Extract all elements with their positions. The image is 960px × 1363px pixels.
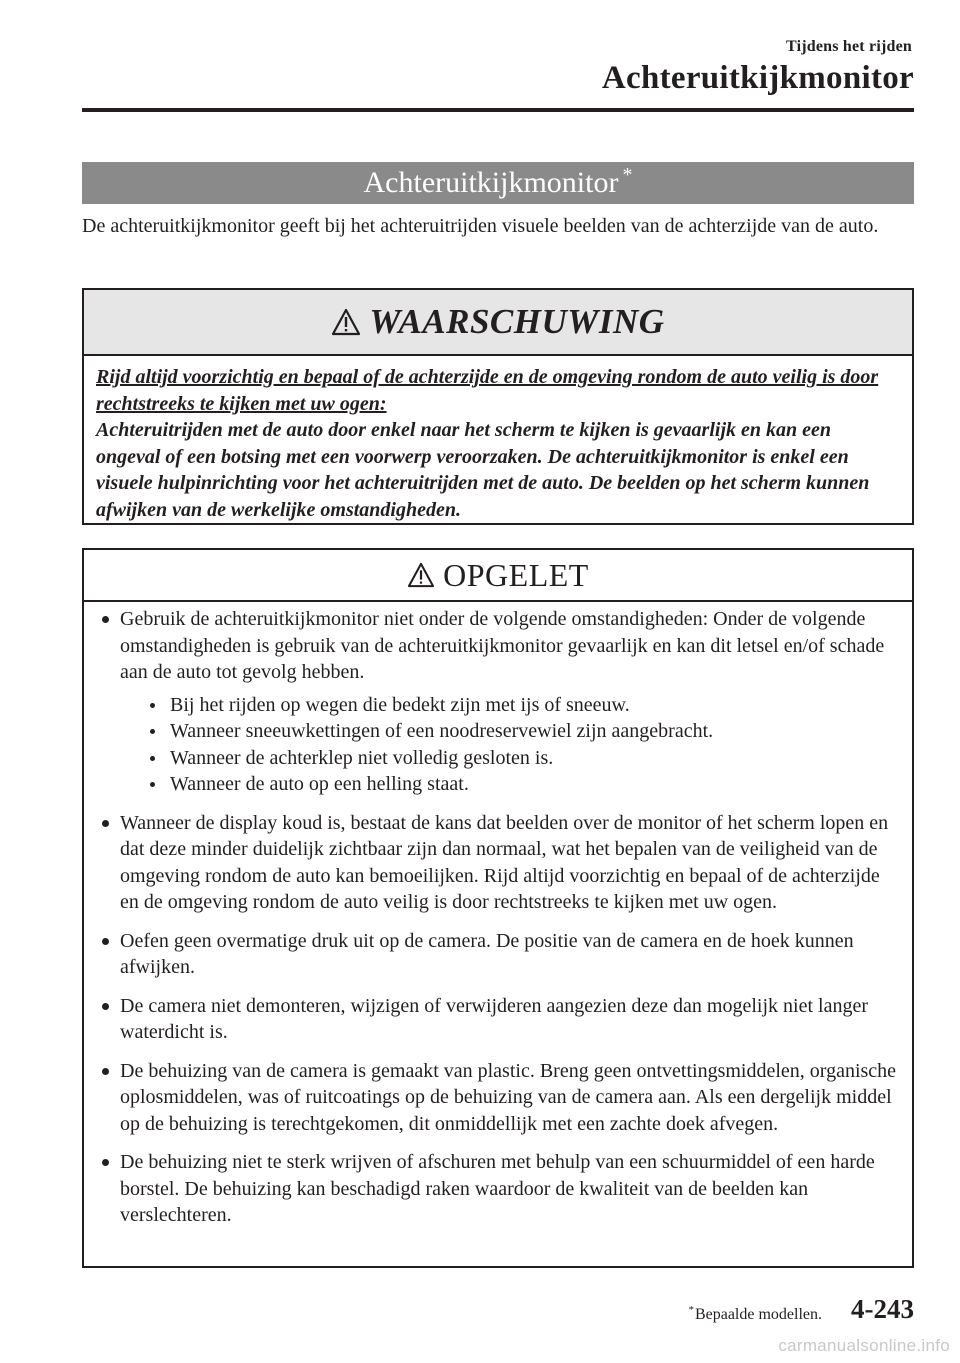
- warning-triangle-icon: [331, 308, 361, 336]
- caution-subitem: [144, 692, 900, 719]
- warning-box: [82, 288, 914, 525]
- warning-text: Achteruitrijden met de auto door enkel naar het scherm te kijken is gevaarlijk en kan een ongeval of een botsing met een voorwerp veroorzaken. De achteruitkijkmonitor is enkel een visuele hulpinrichting voor het achteruitrijden met de auto. De beelden op het scherm kunnen afwijken van de werkelijke omstandigheden.: [96, 419, 870, 521]
- caution-item-text: De behuizing niet te sterk wrijven of afschuren met behulp van een schuurmiddel of een harde borstel. De behuizing kan beschadigd raken waardoor de kwaliteit van de beelden kan verslechteren.: [120, 1151, 875, 1226]
- bullet-icon: [150, 703, 155, 708]
- caution-box: [82, 548, 914, 1268]
- bullet-icon: [150, 729, 155, 734]
- bullet-icon: [150, 756, 155, 761]
- caution-item: [96, 606, 900, 798]
- caution-item-text: De behuizing van de camera is gemaakt van plastic. Breng geen ontvettingsmiddelen, organische oplosmiddelen, was of ruitcoatings op de behuizing van de camera aan. Als een dergelijk middel op de behuizing is terechtgekomen, dit onmiddellijk met een zachte doek afvegen.: [120, 1059, 897, 1135]
- caution-subitem: [144, 745, 900, 772]
- footer-note-text: Bepaalde modellen.: [694, 1306, 822, 1323]
- warning-title: WAARSCHUWING: [369, 302, 665, 341]
- caution-item: [96, 810, 900, 916]
- header-rule: [82, 108, 914, 112]
- caution-item-text: Wanneer de display koud is, bestaat de kans dat beelden over de monitor of het scherm lopen en dat deze minder duidelijk zichtbaar zijn dan normaal, wat het bepalen van de veiligheid van de omgeving rondom de auto kan bemoeilijken. Rijd altijd voorzichtig en bepaal of de achterzijde en de omgeving rondom de auto veilig is door rechtstreeks te kijken met uw ogen.: [120, 811, 889, 913]
- caution-header: [84, 550, 912, 602]
- warning-lead: Rijd altijd voorzichtig en bepaal of de achterzijde en de omgeving rondom de auto veilig is door rechtstreeks te kijken met uw ogen:: [96, 366, 879, 415]
- caution-sublist: [144, 692, 900, 798]
- header-title: Achteruitkijkmonitor: [601, 60, 914, 96]
- caution-item-text: De camera niet demonteren, wijzigen of verwijderen aangezien deze dan mogelijk niet langer waterdicht is.: [120, 994, 868, 1043]
- caution-body: [84, 602, 912, 1229]
- warning-triangle-icon: [407, 562, 435, 588]
- caution-item: [96, 928, 900, 981]
- caution-item: [96, 1058, 900, 1138]
- bullet-icon: [102, 1003, 109, 1010]
- caution-item: [96, 1149, 900, 1229]
- bullet-icon: [102, 1068, 109, 1075]
- footer-star: *: [688, 1304, 694, 1316]
- caution-title: OPGELET: [443, 556, 589, 593]
- caution-item: [96, 993, 900, 1046]
- caution-subitem: [144, 718, 900, 745]
- warning-body: [84, 356, 912, 523]
- bullet-icon: [102, 938, 109, 945]
- caution-subitem-text: Bij het rijden op wegen die bedekt zijn met ijs of sneeuw.: [170, 693, 630, 716]
- bullet-icon: [102, 616, 109, 623]
- bullet-icon: [150, 782, 155, 787]
- footer-note: [688, 1306, 822, 1324]
- watermark: carmanualsonline.info: [778, 1336, 950, 1355]
- model-star: *: [622, 163, 633, 186]
- bullet-icon: [102, 820, 109, 827]
- intro-paragraph: De achteruitkijkmonitor geeft bij het achteruitrijden visuele beelden van de achterzijde van de auto.: [82, 215, 879, 237]
- section-title: Achteruitkijkmonitor: [363, 166, 619, 199]
- section-title-band: [82, 162, 914, 204]
- caution-subitem-text: Wanneer de auto op een helling staat.: [170, 773, 469, 795]
- caution-subitem-text: Wanneer de achterklep niet volledig gesloten is.: [170, 746, 554, 769]
- bullet-icon: [102, 1159, 109, 1166]
- page-number: 4-243: [851, 1294, 914, 1324]
- caution-item-text: Oefen geen overmatige druk uit op de camera. De positie van de camera en de hoek kunnen afwijken.: [120, 929, 854, 978]
- caution-subitem-text: Wanneer sneeuwkettingen of een noodreservewiel zijn aangebracht.: [170, 720, 714, 742]
- warning-header: [84, 290, 912, 356]
- header-subtitle: Tijdens het rijden: [786, 38, 912, 55]
- caution-subitem: [144, 771, 900, 798]
- caution-item-text: Gebruik de achteruitkijkmonitor niet onder de volgende omstandigheden: Onder de volgende omstandigheden is gebruik van de achteruitkijkmonitor gevaarlijk en kan dit letsel en/of schade aan de auto tot gevolg hebben.: [120, 608, 885, 683]
